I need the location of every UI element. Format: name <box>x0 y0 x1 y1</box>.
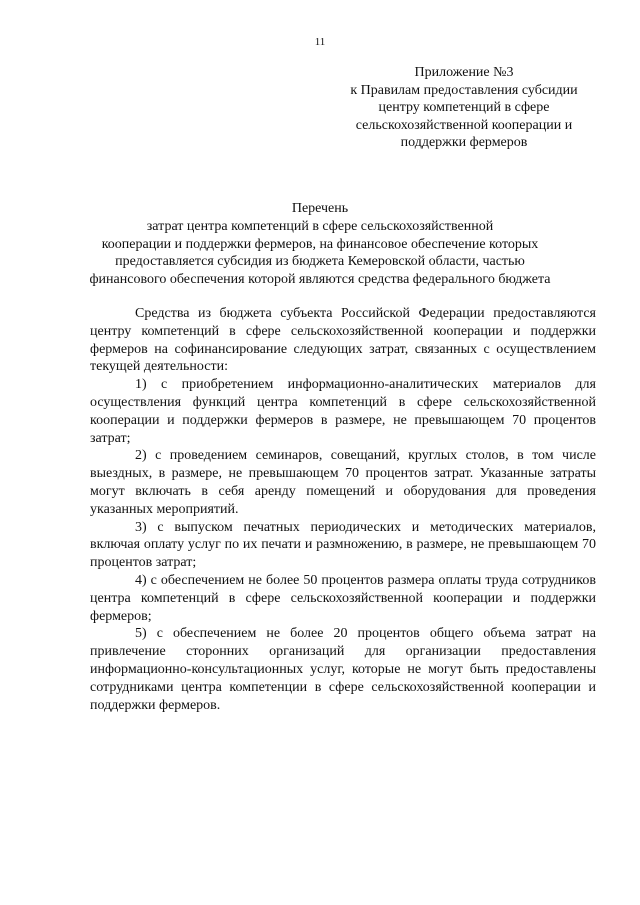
list-item-1: 1) с приобретением информационно-аналитических материалов для осуществления функций центра компетенций в сфере сельскохозяйственной кооперации и поддержки фермеров в размере, не превышающем 70 процентов затрат; <box>90 377 596 446</box>
appendix-line: к Правилам предоставления субсидии <box>350 82 578 98</box>
list-item-2: 2) с проведением семинаров, совещаний, круглых столов, в том числе выездных, в размере, не превышающем 70 процентов затрат. Указанные затраты могут включать в себя аренду помещений и оборудования для проведения указанных мероприятий. <box>90 448 596 517</box>
title-line: предоставляется субсидия из бюджета Кемеровской области, частью <box>115 254 525 270</box>
title-line: финансового обеспечения которой являются средства федерального бюджета <box>89 272 551 288</box>
title-heading: Перечень <box>291 201 349 216</box>
list-item-4: 4) с обеспечением не более 50 процентов размера оплаты труда сотрудников центра компетенций в сфере сельскохозяйственной кооперации и поддержки фермеров; <box>90 572 596 624</box>
appendix-line: поддержки фермеров <box>400 135 528 150</box>
page-number: 11 <box>314 36 326 48</box>
appendix-line: центру компетенций в сфере <box>378 100 550 115</box>
appendix-line: сельскохозяйственной кооперации и <box>355 117 573 133</box>
list-item-3: 3) с выпуском печатных периодических и методических материалов, включая оплату услуг по их печати и размножению, в размере, не превышающем 70 процентов затрат; <box>90 519 596 571</box>
document-title <box>60 200 580 289</box>
list-item-5: 5) с обеспечением не более 20 процентов общего объема затрат на привлечение сторонних организаций для организации предоставления информационно-консультационных услуг, которые не могут быть предоставлены сотрудниками центра компетенции в сфере сельскохозяйственной кооперации и поддержки фермеров. <box>90 626 596 713</box>
intro-paragraph: Средства из бюджета субъекта Российской Федерации предоставляются центру компетенций в сфере сельскохозяйственной кооперации и поддержки фермеров на софинансирование следующих затрат, связанных с осуществлением текущей деятельности: <box>90 306 596 375</box>
document-body <box>90 305 596 714</box>
appendix-line: Приложение №3 <box>414 65 514 80</box>
title-line: кооперации и поддержки фермеров, на финансовое обеспечение которых <box>101 236 539 252</box>
title-line: затрат центра компетенций в сфере сельскохозяйственной <box>146 218 494 234</box>
appendix-header <box>330 64 598 152</box>
